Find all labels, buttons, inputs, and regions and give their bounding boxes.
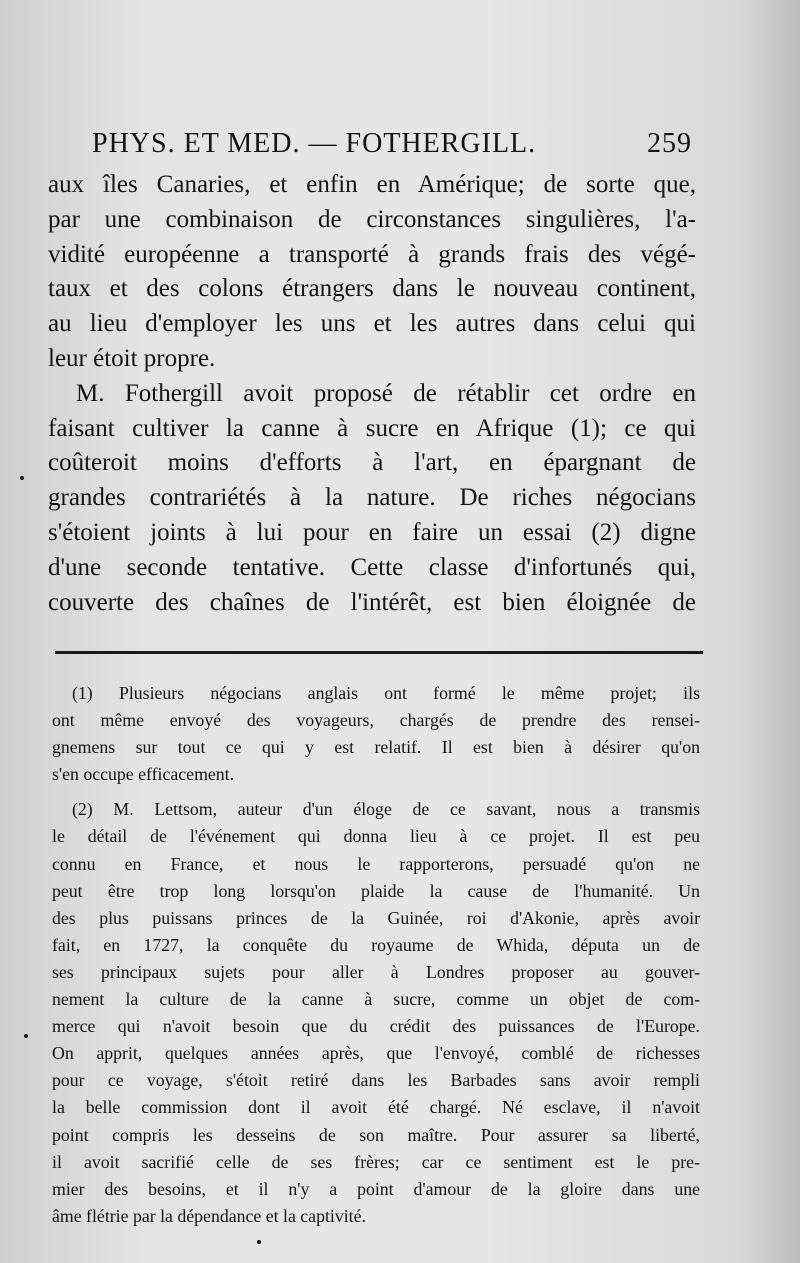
footnote-line: ses principaux sujets pour aller à Londres proposer au gouver- [52, 961, 700, 982]
footnote-line: connu en France, et nous le rapporterons, persuadé qu'on ne [52, 853, 700, 874]
footnote-line: (1) Plusieurs négocians anglais ont formé le même projet; ils [72, 683, 700, 703]
text-line: aux îles Canaries, et enfin en Amérique; de sorte que, [48, 171, 696, 198]
ink-speck [24, 1034, 28, 1038]
text-line: par une combinaison de circonstances singulières, l'a- [48, 205, 696, 233]
text-line: leur étoit propre. [48, 344, 216, 372]
running-head [92, 128, 692, 168]
running-title: PHYS. ET MED. — FOTHERGILL. [92, 128, 537, 159]
footnote-line: âme flétrie par la dépendance et la captivité. [52, 1205, 366, 1226]
footnote-line: ont même envoyé des voyageurs, chargés de prendre des rensei- [52, 710, 700, 731]
text-line: s'étoient joints à lui pour en faire un essai (2) digne [48, 518, 696, 546]
page-number: 259 [647, 128, 692, 159]
footnote-1 [52, 680, 700, 788]
footnotes [52, 680, 700, 1230]
footnote-line: pour ce voyage, s'étoit retiré dans les Barbades sans avoir rempli [52, 1070, 700, 1091]
footnote-line: s'en occupe efficacement. [52, 764, 235, 785]
text-line: faisant cultiver la canne à sucre en Afrique (1); ce qui [48, 414, 696, 442]
text-line: au lieu d'employer les uns et les autres dans celui qui [48, 310, 696, 338]
footnote-line: il avoit sacrifié celle de ses frères; car ce sentiment est le pre- [52, 1151, 700, 1172]
footnote-line: le détail de l'événement qui donna lieu à ce projet. Il est peu [52, 826, 700, 847]
footnote-line: mier des besoins, et il n'y a point d'amour de la gloire dans une [52, 1178, 700, 1199]
text-line: couverte des chaînes de l'intérêt, est bien éloignée de [48, 588, 696, 616]
footnote-line: fait, en 1727, la conquête du royaume de Whida, députa un de [52, 934, 700, 955]
footnote-line: merce qui n'avoit besoin que du crédit des puissances de l'Europe. [52, 1016, 700, 1037]
footnote-2 [52, 796, 700, 1230]
footnote-line: nement la culture de la canne à sucre, comme un objet de com- [52, 989, 700, 1010]
ink-speck [257, 1240, 261, 1244]
main-text [48, 168, 696, 620]
text-line: M. Fothergill avoit proposé de rétablir cet ordre en [76, 379, 696, 407]
text-line: d'une seconde tentative. Cette classe d'infortunés qui, [48, 553, 696, 581]
footnote-line: la belle commission dont il avoit été chargé. Né esclave, il n'avoit [52, 1097, 700, 1118]
footnote-line: point compris les desseins de son maître. Pour assurer sa liberté, [52, 1124, 700, 1145]
text-line: grandes contrariétés à la nature. De riches négocians [48, 484, 696, 512]
text-line: vidité européenne a transporté à grands frais des végé- [48, 240, 696, 268]
text-line: coûteroit moins d'efforts à l'art, en épargnant de [48, 449, 696, 477]
footnote-divider [55, 651, 703, 654]
footnote-line: peut être trop long lorsqu'on plaide la cause de l'humanité. Un [52, 880, 700, 901]
text-line: taux et des colons étrangers dans le nouveau continent, [48, 275, 696, 303]
footnote-line: On apprit, quelques années après, que l'envoyé, comblé de richesses [52, 1043, 700, 1064]
footnote-line: des plus puissans princes de la Guinée, roi d'Akonie, après avoir [52, 907, 700, 928]
footnote-line: gnemens sur tout ce qui y est relatif. Il est bien à désirer qu'on [52, 737, 700, 758]
footnote-line: (2) M. Lettsom, auteur d'un éloge de ce savant, nous a transmis [72, 799, 700, 820]
ink-speck [20, 476, 24, 480]
